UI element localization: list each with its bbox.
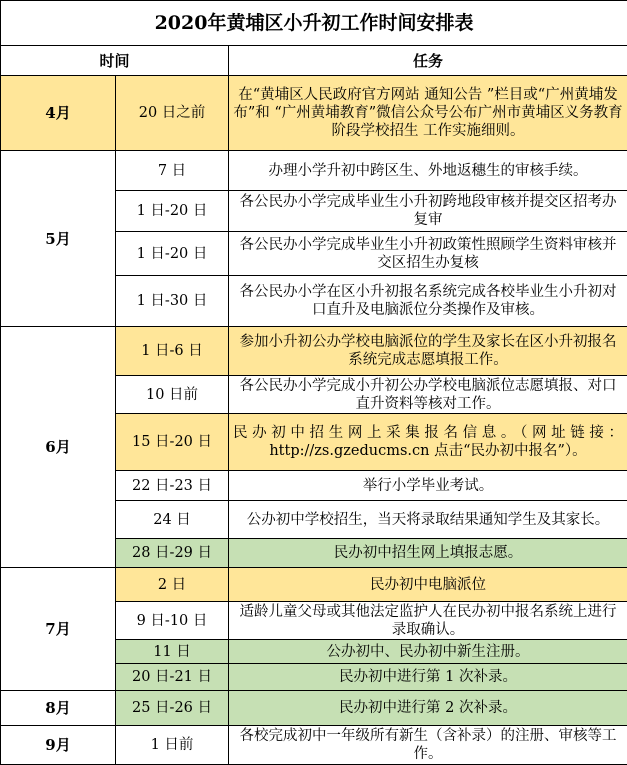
task-cell: 举行小学毕业考试。: [229, 471, 627, 501]
task-cell: 各公民办小学完成毕业生小升初政策性照顾学生资料审核并交区招生办复核: [229, 232, 627, 276]
date-cell: 10 日前: [116, 376, 229, 414]
date-cell: 1 日-20 日: [116, 232, 229, 276]
date-cell: 1 日-30 日: [116, 276, 229, 327]
table-row: [1, 151, 627, 191]
task-cell: 民办初中招生网上填报志愿。: [229, 539, 627, 568]
task-cell: 民办初中进行第 1 次补录。: [229, 664, 627, 691]
task-cell: 适龄儿童父母或其他法定监护人在民办初中报名系统上进行录取确认。: [229, 602, 627, 640]
date-cell: 24 日: [116, 501, 229, 539]
task-cell: 公办初中学校招生，当天将录取结果通知学生及其家长。: [229, 501, 627, 539]
month-cell: 4月: [1, 76, 116, 151]
date-cell: 1 日-20 日: [116, 191, 229, 232]
date-cell: 25 日-26 日: [116, 691, 229, 726]
task-cell: 各校完成初中一年级所有新生（含补录）的注册、审核等工作。: [229, 726, 627, 765]
task-cell: 办理小学升初中跨区生、外地返穗生的审核手续。: [229, 151, 627, 191]
date-cell: 7 日: [116, 151, 229, 191]
header-row: [1, 46, 627, 76]
header-task: 任务: [229, 46, 627, 76]
task-cell: 各公民办小学完成毕业生小升初跨地段审核并提交区招考办复审: [229, 191, 627, 232]
month-cell: 5月: [1, 151, 116, 327]
task-cell: 公办初中、民办初中新生注册。: [229, 640, 627, 664]
date-cell: 11 日: [116, 640, 229, 664]
table-row: [1, 726, 627, 765]
task-cell: 民办初中电脑派位: [229, 568, 627, 602]
table-row: [1, 327, 627, 376]
date-cell: 28 日-29 日: [116, 539, 229, 568]
month-cell: 9月: [1, 726, 116, 765]
task-cell: 各公民办小学完成小升初公办学校电脑派位志愿填报、对口直升资料等核对工作。: [229, 376, 627, 414]
table-row: [1, 568, 627, 602]
task-cell: 参加小升初公办学校电脑派位的学生及家长在区小升初报名系统完成志愿填报工作。: [229, 327, 627, 376]
table-row: [1, 76, 627, 151]
task-cell: 各公民办小学在区小升初报名系统完成各校毕业生小升初对口直升及电脑派位分类操作及审核。: [229, 276, 627, 327]
task-cell: 民办初中招生网上采集报名信息。（网址链接：http://zs.gzeducms.cn 点击“民办初中报名”）。: [229, 414, 627, 471]
month-cell: 7月: [1, 568, 116, 691]
table-row: [1, 691, 627, 726]
table-title: 2020年黄埔区小升初工作时间安排表: [1, 1, 627, 46]
date-cell: 22 日-23 日: [116, 471, 229, 501]
month-cell: 8月: [1, 691, 116, 726]
date-cell: 1 日-6 日: [116, 327, 229, 376]
date-cell: 20 日-21 日: [116, 664, 229, 691]
task-cell: 民办初中进行第 2 次补录。: [229, 691, 627, 726]
date-cell: 1 日前: [116, 726, 229, 765]
date-cell: 15 日-20 日: [116, 414, 229, 471]
header-time: 时间: [1, 46, 229, 76]
date-cell: 2 日: [116, 568, 229, 602]
task-cell: 在“黄埔区人民政府官方网站 通知公告 ”栏目或“广州黄埔发布”和 “广州黄埔教育”微信公众号公布广州市黄埔区义务教育阶段学校招生 工作实施细则。: [229, 76, 627, 151]
month-cell: 6月: [1, 327, 116, 568]
date-cell: 9 日-10 日: [116, 602, 229, 640]
title-row: [1, 1, 627, 46]
date-cell: 20 日之前: [116, 76, 229, 151]
